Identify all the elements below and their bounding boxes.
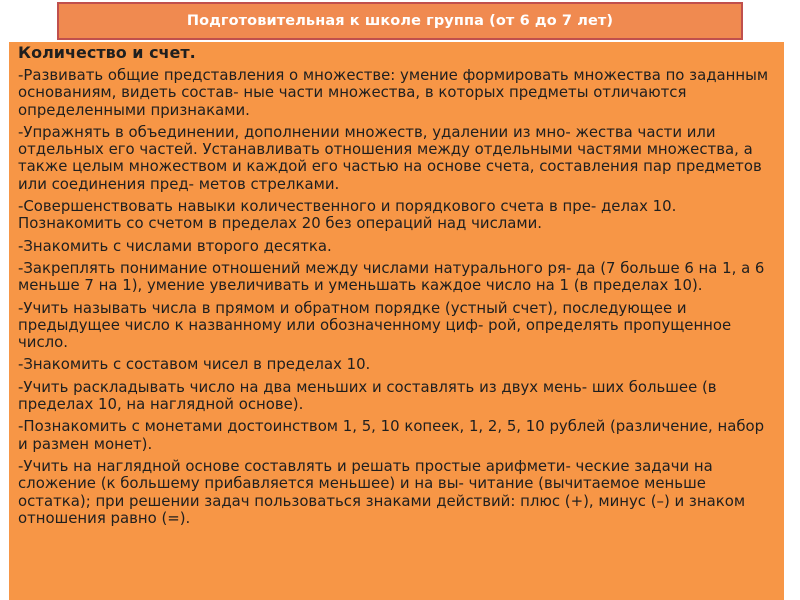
content-box: [9, 42, 784, 600]
paragraph-5: -Закреплять понимание отношений между числами натурального ря- да (7 больше 6 на 1, а 6 меньше 7 на 1), умение увеличивать и уменьшать каждое число на 1 (в пределах 10).: [18, 258, 765, 295]
paragraph-9: -Познакомить с монетами достоинством 1, 5, 10 копеек, 1, 2, 5, 10 рублей (различение, набор и размен монет).: [18, 417, 765, 453]
paragraph-1: -Развивать общие представления о множестве: умение формировать множества по заданным основаниям, видеть состав- ные части множества, в которых предметы отличаются определенными признаками.: [18, 66, 769, 119]
title-bar: [57, 2, 743, 40]
paragraph-3: -Совершенствовать навыки количественного и порядкового счета в пре- делах 10. Познакомить со счетом в пределах 20 без операций над числами.: [18, 197, 677, 233]
section-heading: Количество и счет.: [18, 43, 196, 62]
paragraph-8: -Учить раскладывать число на два меньших и составлять из двух мень- ших большее (в пределах 10, на наглядной основе).: [18, 377, 717, 414]
paragraph-10: -Учить на наглядной основе составлять и решать простые арифмети- ческие задачи на сложение (к большему прибавляется меньшее) и на вы- читание (вычитаемое меньше остатка); при решении задач пользоваться знаками действий: плюс (+), минус (–) и знаком отношения равно (=).: [18, 456, 746, 527]
slide-title: Подготовительная к школе группа (от 6 до 7 лет): [186, 13, 614, 29]
paragraph-7: -Знакомить с составом чисел в пределах 10.: [18, 355, 371, 374]
paragraph-6: -Учить называть числа в прямом и обратном порядке (устный счет), последующее и предыдущее число к названному или обозначенному циф- рой, определять пропущенное число.: [18, 298, 732, 352]
paragraph-4: -Знакомить с числами второго десятка.: [18, 236, 332, 255]
paragraph-2: -Упражнять в объединении, дополнении множеств, удалении из мно- жества части или отдельных его частей. Устанавливать отношения между отдельными частями множества, а также целым множеством и каждой его частью на основе счета, составления пар предметов или соединения пред- метов стрелками.: [18, 122, 762, 193]
